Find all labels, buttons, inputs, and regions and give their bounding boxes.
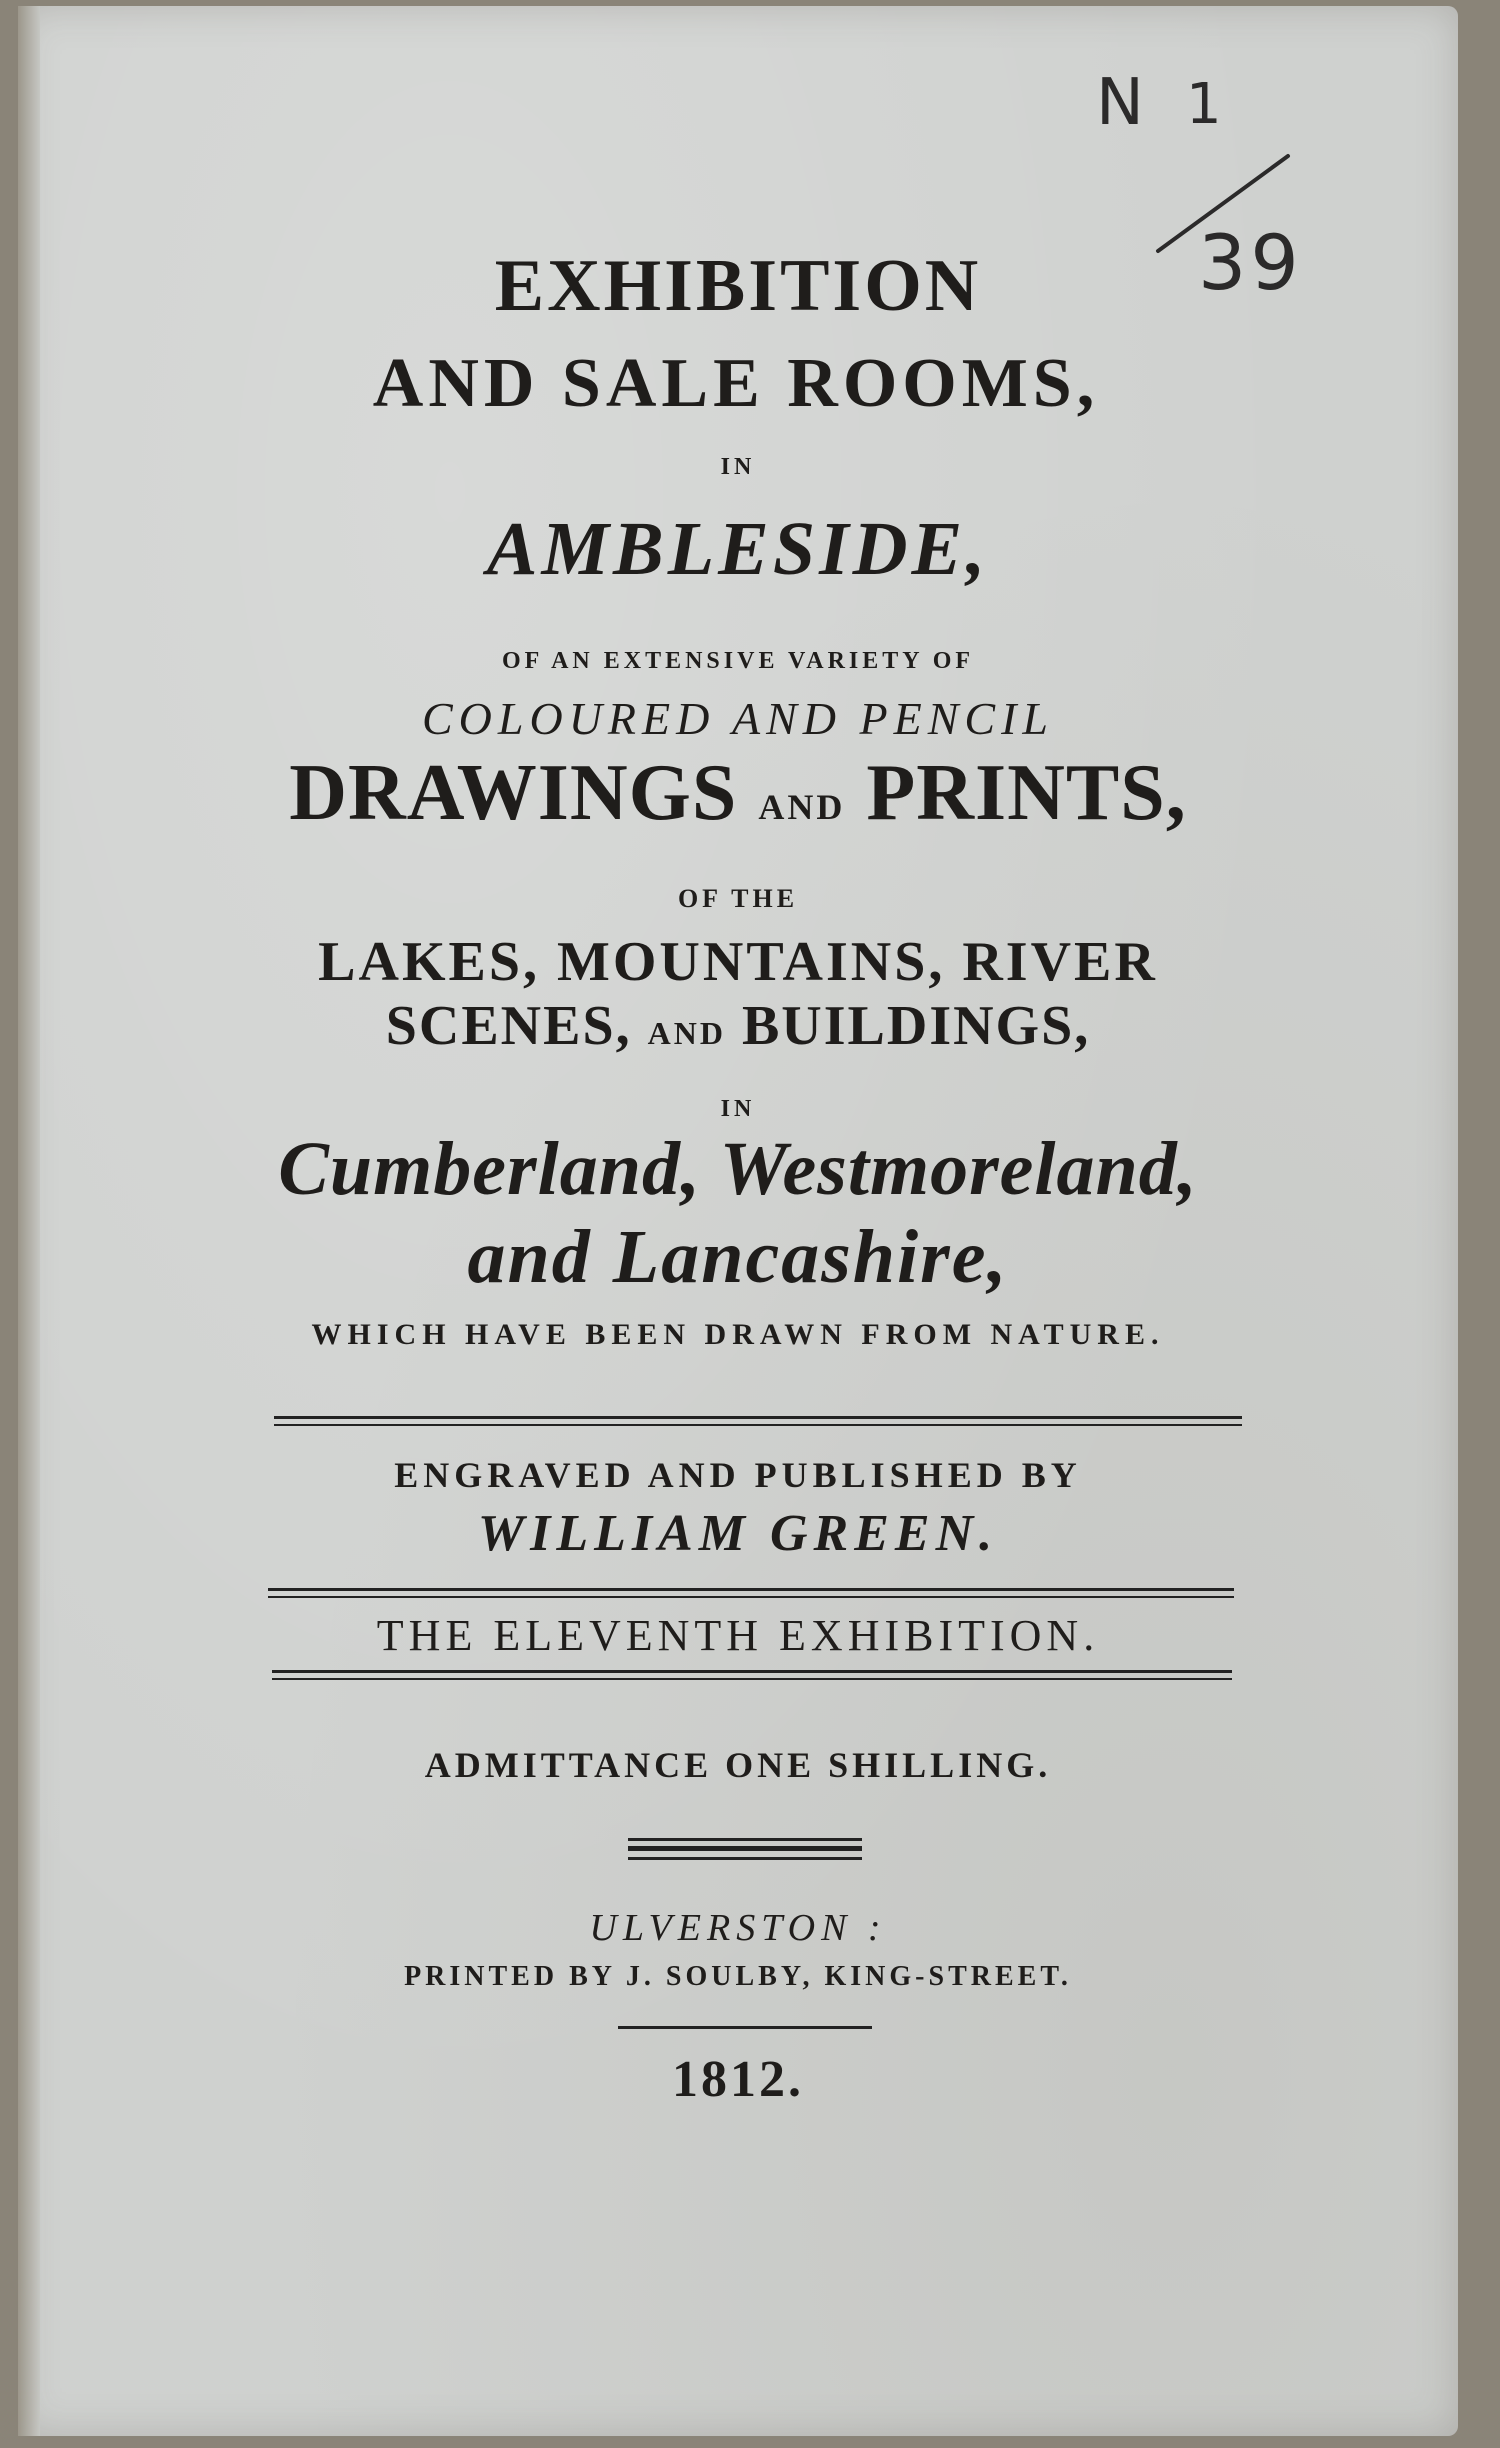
text-extensive-variety: OF AN EXTENSIVE VARIETY OF xyxy=(501,648,975,674)
text-and-2: AND xyxy=(647,1015,726,1051)
text-admittance: ADMITTANCE ONE SHILLING. xyxy=(424,1745,1052,1785)
title-sale-rooms: AND SALE ROOMS, xyxy=(372,345,1100,422)
divider-short-rule xyxy=(618,2026,872,2029)
text-counties-2: and Lancashire, xyxy=(467,1215,1009,1299)
text-drawings: DRAWINGS xyxy=(289,749,738,837)
text-coloured-pencil: COLOURED AND PENCIL xyxy=(422,693,1054,744)
imprint-printer: PRINTED BY J. SOULBY, KING-STREET. xyxy=(404,1961,1072,1992)
divider-rule-3 xyxy=(272,1670,1232,1680)
publisher-name: WILLIAM GREEN. xyxy=(477,1505,999,1562)
text-prints: PRINTS, xyxy=(866,749,1187,837)
divider-ornament-rule xyxy=(628,1838,862,1860)
line-scenes-buildings xyxy=(18,994,1458,1058)
text-lakes-mountains: LAKES, MOUNTAINS, RIVER xyxy=(318,931,1158,993)
text-buildings: BUILDINGS, xyxy=(741,995,1091,1057)
handwritten-one: 1 xyxy=(1186,72,1222,137)
text-engraved-published: ENGRAVED AND PUBLISHED BY xyxy=(394,1455,1082,1495)
text-of-the: OF THE xyxy=(677,884,799,913)
label-in-2: IN xyxy=(720,1096,756,1122)
imprint-year: 1812. xyxy=(672,2051,804,2108)
text-counties-1: Cumberland, Westmoreland, xyxy=(278,1127,1198,1211)
handwritten-number: 39 xyxy=(1198,218,1303,307)
divider-rule-1 xyxy=(274,1416,1242,1426)
text-drawn-from-nature: WHICH HAVE BEEN DRAWN FROM NATURE. xyxy=(311,1318,1165,1351)
text-and-1: AND xyxy=(758,787,846,827)
text-eleventh-exhibition: THE ELEVENTH EXHIBITION. xyxy=(376,1611,1100,1660)
handwritten-n: N xyxy=(1096,66,1144,140)
title-page xyxy=(18,6,1458,2436)
divider-rule-2 xyxy=(268,1588,1234,1598)
text-scenes: SCENES, xyxy=(385,995,632,1057)
imprint-city: ULVERSTON : xyxy=(589,1907,887,1949)
line-drawings-prints xyxy=(18,748,1458,839)
place-ambleside: AMBLESIDE, xyxy=(486,507,990,591)
label-in: IN xyxy=(720,454,756,480)
title-exhibition: EXHIBITION xyxy=(494,245,982,327)
